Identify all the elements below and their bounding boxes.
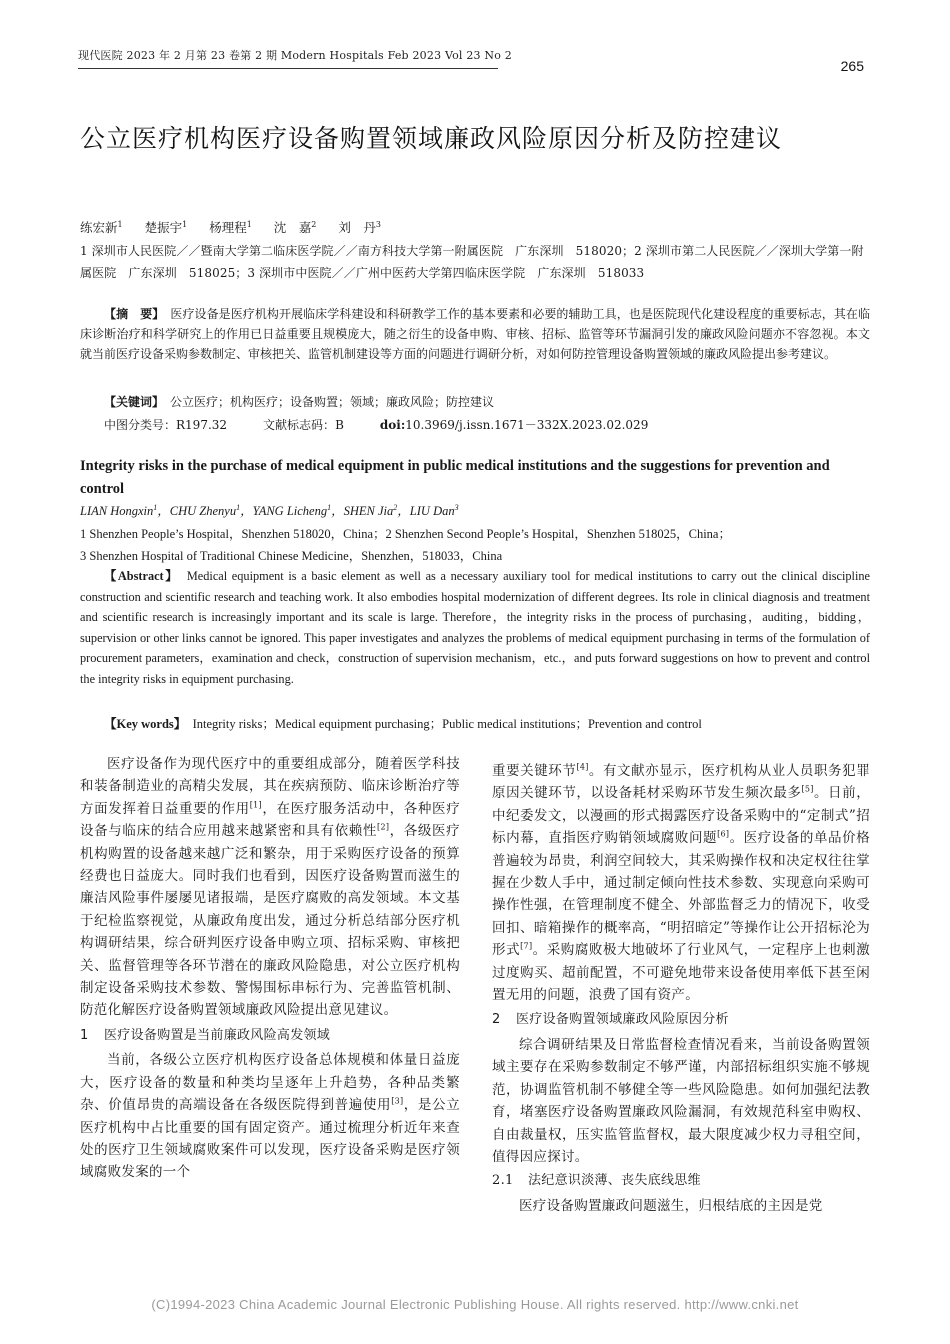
clc-value: R197.32 xyxy=(176,418,228,432)
citation[interactable]: [5] xyxy=(801,784,814,794)
english-title: Integrity risks in the purchase of medical equipment in public medical institutions and the suggestions for prevention and control xyxy=(80,458,830,497)
journal-header: 现代医院 2023 年 2 月第 23 卷第 2 期 Modern Hospitals Feb 2023 Vol 23 No 2 xyxy=(78,49,512,62)
citation[interactable]: [2] xyxy=(377,822,390,832)
body-paragraph: 医疗设备购置廉政问题滋生，归根结底的主因是党 xyxy=(519,1197,823,1214)
author-cn: 杨理程$^1$ xyxy=(209,219,252,235)
classification-line xyxy=(104,416,648,433)
paper-title: 公立医疗机构医疗设备购置领域廉政风险原因分析及防控建议 xyxy=(80,124,783,153)
affiliations-en xyxy=(80,523,870,567)
author-cn: 刘 丹$^3$ xyxy=(338,219,381,235)
citation[interactable]: [7] xyxy=(520,941,533,951)
author-cn: 楚振宇$^1$ xyxy=(144,219,188,235)
citation[interactable]: [6] xyxy=(717,829,730,839)
author-cn: 沈 嘉$^2$ xyxy=(273,219,317,235)
body-paragraph: 重要关键环节[4]。有文献亦显示，医疗机构从业人员职务犯罪原因关键环节，以设备耗材采购环节发生频次最多[5]。日前，中纪委发文，以漫画的形式揭露医疗设备采购中的“定制式”招标内幕，直指医疗购销领域腐败问题[6]。医疗设备的单品价格普遍较为昂贵，利润空间较大，其采购操作权和决定权往往掌握在少数人手中，通过制定倾向性技术参数、实现意向采购可操作性强，在管理制度不健全、外部监督乏力的情况下，收受回扣、暗箱操作的概率高，“明招暗定”等操作让公开招标沦为形式[7]。采购腐败极大地破坏了行业风气，一定程序上也刺激过度购买、超前配置，不可避免地带来设备使用率低下甚至闲置无用的问题，浪费了国有资产。 xyxy=(492,762,870,1004)
author-cn: 练宏新$^1$ xyxy=(80,219,123,235)
abstract-cn-text: 医疗设备是医疗机构开展临床学科建设和科研教学工作的基本要素和必要的辅助工具，也是医院现代化建设程度的重要标志，其在临床诊断治疗和科学研究上的作用已日益重要且规模庞大，随之衍生的设备申购、审核、招标、监管等环节漏洞引发的廉政风险问题亦不容忽视。本文就当前医疗设备采购参数制定、审核把关、监管机制建设等方面的问题进行调研分析，对如何防控管理设备购置领域的廉政风险提出参考建议。 xyxy=(80,307,870,361)
citation[interactable]: [1] xyxy=(249,800,262,810)
copyright-footer: (C)1994-2023 China Academic Journal Electronic Publishing House. All rights reserved. http://www.cnki.net xyxy=(151,1297,799,1312)
authors-en: LIAN Hongxin$^1$，CHU Zhenyu$^1$，YANG Licheng$^1$，SHEN Jia$^2$，LIU Dan$^3$ xyxy=(80,502,459,518)
abstract-cn xyxy=(80,304,870,364)
citation[interactable]: [4] xyxy=(576,762,589,772)
abstract-en xyxy=(80,566,870,689)
subsection-heading: 2.1 法纪意识淡薄、丧失底线思维 xyxy=(492,1173,701,1189)
abstract-cn-label: 【摘 要】 xyxy=(104,307,159,321)
section-heading: 2 医疗设备购置领域廉政风险原因分析 xyxy=(492,1012,729,1028)
body-paragraph: 医疗设备作为现代医疗中的重要组成部分，随着医学科技和装备制造业的高精尖发展，其在疾病预防、临床诊断治疗等方面发挥着日益重要的作用[1]，在医疗服务活动中，各种医疗设备与临床的结合应用越来越紧密和具有依赖性[2]，各级医疗机构购置的设备越来越广泛和繁杂，用于采购医疗设备的预算经费也日益庞大。同时我们也看到，因医疗设备购置而滋生的廉洁风险事件屡屡见诸报端，是医疗腐败的高发领域。本文基于纪检监察视觉，从廉政角度出发，通过分析总结部分医疗机构调研结果，综合研判医疗设备申购立项、招标采购、审核把关、监督管理等各环节潜在的廉政风险隐患，对公立医疗机构制定设备采购技术参数、警惕围标串标行为、完善监管机制、防范化解医疗设备购置领域廉政风险提出意见建议。 xyxy=(80,756,460,1019)
affiliation-en-line: 3 Shenzhen Hospital of Traditional Chinese Medicine，Shenzhen，518033，China xyxy=(80,549,503,563)
body-column-left xyxy=(80,753,460,1184)
abstract-en-text: Medical equipment is a basic element as well as a necessary auxiliary tool for medical institutions to carry out the clinical discipline construction and scientific research and teaching work. It also embodies hospital modernization of different degrees. Its role in clinical diagnosis and treatment and scientific research is increasingly important and its scale is large. Therefore，the integrity risks in the process of purchasing，auditing，bidding，supervision or other links cannot be ignored. This paper investigates and analyzes the problems of medical equipment purchasing in terms of the formulation of procurement parameters，examination and check，construction of supervision mechanism，etc.，and puts forward suggestions on how to prevent and control the integrity risks in equipment purchasing. xyxy=(80,569,870,686)
authors-cn xyxy=(80,218,399,236)
affiliations-cn: 1 深圳市人民医院／／暨南大学第二临床医学院／／南方科技大学第一附属医院 广东深圳 518020；2 深圳市第二人民医院／／深圳大学第一附属医院 广东深圳 518025；3 深圳市中医院／／广州中医药大学第四临床医学院 广东深圳 518033 xyxy=(80,244,864,280)
citation[interactable]: [3] xyxy=(391,1096,404,1106)
doi-value: 10.3969/j.issn.1671－332X.2023.02.029 xyxy=(405,418,649,432)
affiliation-en-line: 1 Shenzhen People’s Hospital，Shenzhen 518020，China；2 Shenzhen Second People’s Hospital，Shenzhen 518025，China； xyxy=(80,527,731,541)
body-paragraph: 综合调研结果及日常监督检查情况看来，当前设备购置领域主要存在采购参数制定不够严谨，内部招标组织实施不够规范，协调监管机制不够健全等一些风险隐患。如何加强纪法教育，堵塞医疗设备购置廉政风险漏洞，有效规范科室申购权、自由裁量权，压实监管监督权，最大限度减少权力寻租空间，值得因应探讨。 xyxy=(492,1036,870,1165)
doi-label: doi: xyxy=(379,418,406,432)
abstract-en-label: 【Abstract】 xyxy=(104,569,173,583)
keywords-cn xyxy=(104,393,494,410)
body-column-right xyxy=(492,760,870,1217)
keywords-cn-label: 【关键词】 xyxy=(104,395,159,409)
keywords-en xyxy=(104,714,702,732)
header-rule xyxy=(78,68,498,69)
keywords-en-text: Integrity risks；Medical equipment purchasing；Public medical institutions；Prevention and control xyxy=(192,717,702,731)
page-number: 265 xyxy=(840,58,864,74)
section-heading: 1 医疗设备购置是当前廉政风险高发领域 xyxy=(80,1027,331,1043)
doc-code-label: 文献标志码： xyxy=(263,418,336,432)
clc-label: 中图分类号： xyxy=(104,418,177,432)
body-paragraph: 当前，各级公立医疗机构医疗设备总体规模和体量日益庞大，医疗设备的数量和种类均呈逐年上升趋势，各种品类繁杂、价值昂贵的高端设备在各级医院得到普遍使用[3]，是公立医疗机构中占比重要的国有固定资产。通过梳理分析近年来查处的医疗卫生领域腐败案件可以发现，医疗设备采购是医疗领域腐败发案的一个 xyxy=(80,1052,460,1181)
doc-code-value: B xyxy=(335,418,344,432)
keywords-cn-text: 公立医疗；机构医疗；设备购置；领域；廉政风险；防控建议 xyxy=(170,395,495,409)
keywords-en-label: 【Key words】 xyxy=(104,717,181,731)
